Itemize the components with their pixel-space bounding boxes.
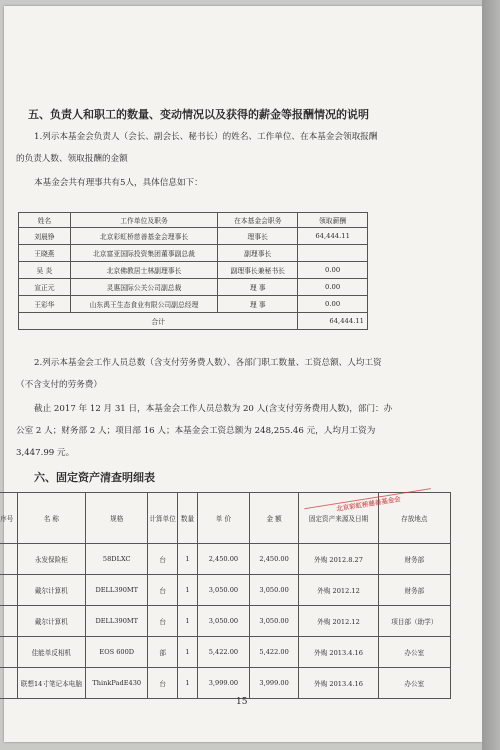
cell-position: 副理事长兼秘书长 <box>218 262 298 279</box>
header-index: 序号 <box>0 493 17 544</box>
cell-location: 财务部 <box>378 575 450 606</box>
total-label: 合计 <box>19 313 298 330</box>
cell-index <box>0 637 17 668</box>
cell-amount: 3,050.00 <box>249 575 299 606</box>
cell-location: 办公室 <box>378 637 450 668</box>
staff-text-line3: 3,447.99 元。 <box>16 448 75 458</box>
cell-unit-price: 3,050.00 <box>198 606 250 637</box>
item2-text-line1: 2.列示本基金会工作人员总数（含支付劳务费人数）、各部门职工数量、工资总额、人均工资 <box>34 358 382 368</box>
header-salary: 领取薪酬 <box>298 213 368 228</box>
cell-unit-price: 3,050.00 <box>198 575 250 606</box>
cell-name: 王彩华 <box>19 296 71 313</box>
header-position: 在本基金会职务 <box>218 213 298 228</box>
staff-text-line2: 公室 2 人；财务部 2 人；项目部 16 人；本基金会工资总额为 248,255.46 元，人均月工资为 <box>16 426 376 436</box>
cell-spec: EOS 600D <box>86 637 148 668</box>
cell-amount: 3,999.00 <box>249 668 299 699</box>
cell-spec: ThinkPadE430 <box>86 668 148 699</box>
total-row <box>19 313 368 330</box>
cell-amount: 3,050.00 <box>249 606 299 637</box>
cell-position: 理事长 <box>218 228 298 245</box>
cell-spec: DELL390MT <box>86 575 148 606</box>
table-row <box>19 245 368 262</box>
section5-title: 五、负责人和职工的数量、变动情况以及获得的薪金等报酬情况的说明 <box>28 108 369 121</box>
header-employer: 工作单位及职务 <box>70 213 217 228</box>
header-name: 姓名 <box>19 213 71 228</box>
cell-salary: 64,444.11 <box>298 228 368 245</box>
directors-header-row <box>19 213 368 228</box>
cell-employer: 北京佛教居士林副理事长 <box>70 262 217 279</box>
cell-source-date: 外购 2013.4.16 <box>299 637 378 668</box>
scan-edge-shadow <box>482 0 500 750</box>
cell-employer: 北京富亚国际投资集团董事副总裁 <box>70 245 217 262</box>
table-row <box>0 575 451 606</box>
cell-unit: 台 <box>148 606 178 637</box>
cell-asset-name: 永发保险柜 <box>17 544 86 575</box>
cell-location: 财务部 <box>378 544 450 575</box>
cell-name: 宣正元 <box>19 279 71 296</box>
header-unit: 计算单位 <box>148 493 178 544</box>
cell-salary <box>298 245 368 262</box>
table-row <box>19 279 368 296</box>
cell-source-date: 外购 2012.8.27 <box>299 544 378 575</box>
cell-unit: 部 <box>148 637 178 668</box>
cell-salary: 0.00 <box>298 296 368 313</box>
page-number: 15 <box>236 697 248 707</box>
cell-unit: 台 <box>148 575 178 606</box>
cell-asset-name: 佳能单反相机 <box>17 637 86 668</box>
cell-quantity: 1 <box>177 606 197 637</box>
cell-source-date: 外购 2012.12 <box>299 575 378 606</box>
cell-quantity: 1 <box>177 544 197 575</box>
header-quantity: 数量 <box>177 493 197 544</box>
cell-source-date: 外购 2013.4.16 <box>299 668 378 699</box>
table-row <box>0 637 451 668</box>
cell-unit: 台 <box>148 668 178 699</box>
cell-location: 办公室 <box>378 668 450 699</box>
table-row <box>0 668 451 699</box>
cell-spec: DELL390MT <box>86 606 148 637</box>
cell-index <box>0 606 17 637</box>
directors-count-text: 本基金会共有理事共有5人，具体信息如下： <box>34 178 203 188</box>
cell-source-date: 外购 2012.12 <box>299 606 378 637</box>
table-row <box>19 296 368 313</box>
item2-text-line2: （不含支付的劳务费） <box>16 380 102 390</box>
cell-asset-name: 戴尔计算机 <box>17 575 86 606</box>
cell-unit: 台 <box>148 544 178 575</box>
cell-name: 刘晨铮 <box>19 228 71 245</box>
header-amount: 金 额 <box>249 493 299 544</box>
cell-amount: 2,450.00 <box>249 544 299 575</box>
total-value: 64,444.11 <box>298 313 368 330</box>
table-row <box>0 606 451 637</box>
header-location: 存放地点 <box>378 493 450 544</box>
header-source-date: 固定资产来源及日期 <box>299 493 378 544</box>
stamp-text: 北京彩虹桥慈善基金会 <box>335 495 402 514</box>
cell-employer: 北京彩虹桥慈善基金会理事长 <box>70 228 217 245</box>
staff-text-line1: 截止 2017 年 12 月 31 日，本基金会工作人员总数为 20 人(含支付劳务费用人数)，部门：办 <box>34 404 393 414</box>
cell-employer: 山东禹王生态食业有限公司副总经理 <box>70 296 217 313</box>
cell-spec: 58DLXC <box>86 544 148 575</box>
header-unit-price: 单 价 <box>198 493 250 544</box>
cell-quantity: 1 <box>177 575 197 606</box>
directors-table <box>18 212 368 330</box>
cell-employer: 灵惠国际公关公司副总裁 <box>70 279 217 296</box>
cell-unit-price: 3,999.00 <box>198 668 250 699</box>
table-row <box>0 544 451 575</box>
cell-index <box>0 575 17 606</box>
item1-text-line2: 的负责人数、领取报酬的金额 <box>16 154 128 164</box>
cell-unit-price: 5,422.00 <box>198 637 250 668</box>
cell-position: 理 事 <box>218 279 298 296</box>
cell-position: 理 事 <box>218 296 298 313</box>
header-asset-name: 名 称 <box>17 493 86 544</box>
cell-location: 项目部（助学） <box>378 606 450 637</box>
document-page <box>0 6 482 742</box>
cell-asset-name: 联想14寸笔记本电脑 <box>17 668 86 699</box>
section6-title: 六、固定资产清查明细表 <box>34 471 155 484</box>
cell-index <box>0 668 17 699</box>
cell-asset-name: 戴尔计算机 <box>17 606 86 637</box>
cell-quantity: 1 <box>177 668 197 699</box>
item1-text-line1: 1.列示本基金会负责人（会长、副会长、秘书长）的姓名、工作单位、在本基金会领取报酬 <box>34 132 378 142</box>
table-row <box>19 228 368 245</box>
cell-name: 吴 炎 <box>19 262 71 279</box>
cell-index <box>0 544 17 575</box>
cell-unit-price: 2,450.00 <box>198 544 250 575</box>
cell-position: 副理事长 <box>218 245 298 262</box>
cell-salary: 0.00 <box>298 262 368 279</box>
cell-name: 王晓燕 <box>19 245 71 262</box>
cell-salary: 0.00 <box>298 279 368 296</box>
cell-amount: 5,422.00 <box>249 637 299 668</box>
cell-quantity: 1 <box>177 637 197 668</box>
header-spec: 规格 <box>86 493 148 544</box>
table-row <box>19 262 368 279</box>
